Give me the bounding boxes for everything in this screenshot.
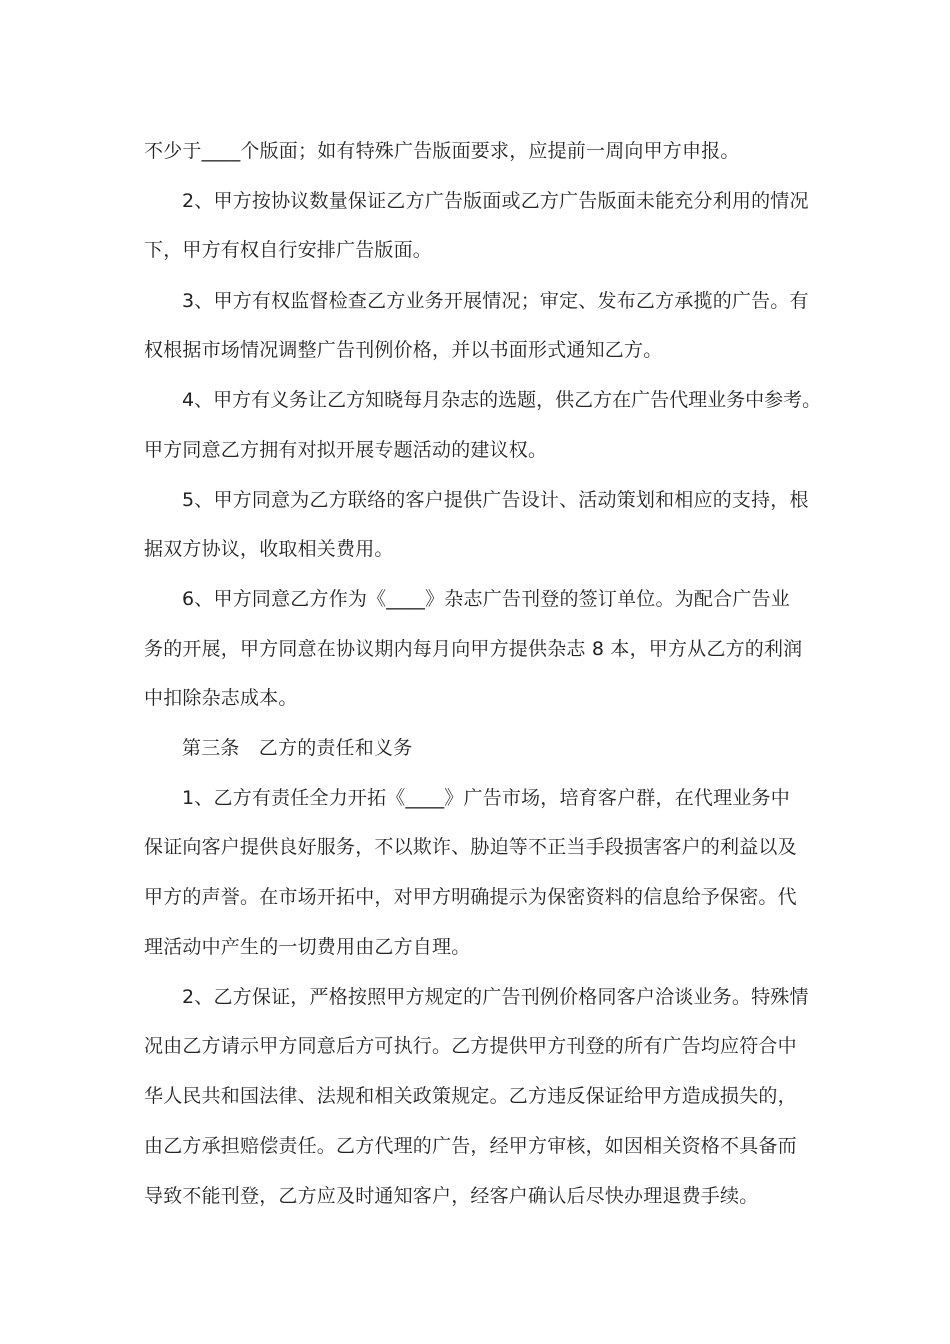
text-line: 导致不能刊登，乙方应及时通知客户，经客户确认后尽快办理退费手续。: [144, 1185, 759, 1207]
text-line: 据双方协议，收取相关费用。: [144, 538, 394, 560]
text-line: 华人民共和国法律、法规和相关政策规定。乙方违反保证给甲方造成损失的，: [144, 1085, 797, 1107]
text-line: 5、甲方同意为乙方联络的客户提供广告设计、活动策划和相应的支持，根: [182, 489, 809, 511]
text-line: 6、甲方同意乙方作为《____》杂志广告刊登的签订单位。为配合广告业: [182, 588, 790, 610]
text-line: 3、甲方有权监督检查乙方业务开展情况；审定、发布乙方承揽的广告。有: [182, 290, 809, 312]
text-line: 理活动中产生的一切费用由乙方自理。: [144, 936, 471, 958]
text-line: 不少于____个版面；如有特殊广告版面要求，应提前一周向甲方申报。: [144, 140, 740, 162]
text-line: 4、甲方有义务让乙方知晓每月杂志的选题，供乙方在广告代理业务中参考。: [182, 389, 822, 411]
text-line: 保证向客户提供良好服务，不以欺诈、胁迫等不正当手段损害客户的利益以及: [144, 836, 797, 858]
text-line: 下，甲方有权自行安排广告版面。: [144, 239, 433, 261]
text-line: 况由乙方请示甲方同意后方可执行。乙方提供甲方刊登的所有广告均应符合中: [144, 1035, 797, 1057]
text-line: 权根据市场情况调整广告刊例价格，并以书面形式通知乙方。: [144, 339, 663, 361]
text-line: 2、乙方保证，严格按照甲方规定的广告刊例价格同客户洽谈业务。特殊情: [182, 986, 809, 1008]
text-line: 由乙方承担赔偿责任。乙方代理的广告，经甲方审核，如因相关资格不具备而: [144, 1135, 797, 1157]
section-heading: 第三条 乙方的责任和义务: [182, 737, 413, 759]
text-line: 务的开展，甲方同意在协议期内每月向甲方提供杂志 8 本，甲方从乙方的利润: [144, 638, 803, 660]
text-line: 甲方的声誉。在市场开拓中，对甲方明确提示为保密资料的信息给予保密。代: [144, 886, 797, 908]
text-line: 1、乙方有责任全力开拓《____》广告市场，培育客户群，在代理业务中: [182, 787, 790, 809]
text-line: 中扣除杂志成本。: [144, 687, 298, 709]
text-line: 甲方同意乙方拥有对拟开展专题活动的建议权。: [144, 439, 548, 461]
text-line: 2、甲方按协议数量保证乙方广告版面或乙方广告版面未能充分利用的情况: [182, 190, 809, 212]
